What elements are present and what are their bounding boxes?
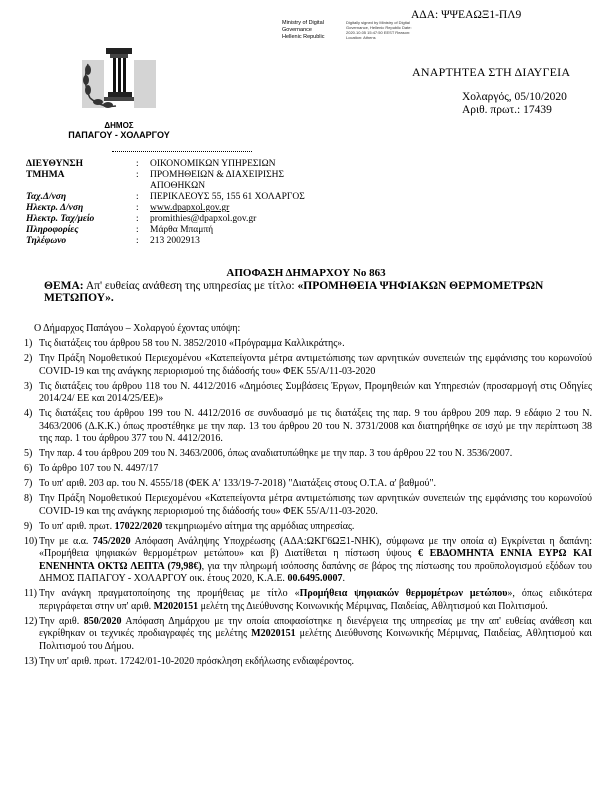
list-item: 12) Την αριθ. 850/2020 Απόφαση Δημάρχου με την οποία αποφασίστηκε η διενέργεια της υπηρεσίας με την απ' ευθείας ανάθεση και εγκρίθηκαν οι τεχνικές προδιαγραφές της μελέτης M2020151 μελέτης Διεύθυνσης Κοινωνικής Μέριμνας, Παιδείας, Αθλητισμού και Πολιτισμού του Δήμου. — [24, 615, 592, 652]
intro-text: Ο Δήμαρχος Παπάγου – Χολαργού έχοντας υπόψη: — [34, 323, 241, 334]
document-date: Χολαργός, 05/10/2020 — [462, 91, 567, 103]
info-key: ΤΜΗΜΑ — [26, 170, 65, 180]
subject-title: «ΠΡΟΜΗΘΕΙΑ ΨΗΦΙΑΚΩΝ ΘΕΡΜΟΜΕΤΡΩΝ ΜΕΤΩΠΟΥ». — [44, 280, 544, 304]
list-item: 8) Την Πράξη Νομοθετικού Περιεχομένου «Κατεπείγοντα μέτρα αντιμετώπισης των αρνητικών συνεπειών της εμφάνισης του κορωνοϊού COVID-19 και της ανάγκης περιορισμού της διάδοσής του» ΦΕΚ 55/Α/11-03-2020. — [24, 493, 592, 517]
info-value: ΠΕΡΙΚΛΕΟΥΣ 55, 155 61 ΧΟΛΑΡΓΟΣ — [150, 192, 305, 202]
info-key: ΔΙΕΥΘΥΝΣΗ — [26, 159, 83, 169]
decision-body — [24, 323, 592, 671]
logo-name-line2: ΠΑΠΑΓΟΥ - ΧΟΛΑΡΓΟΥ — [68, 130, 170, 140]
list-item: 1) Τις διατάξεις του άρθρου 58 του Ν. 3852/2010 «Πρόγραμμα Καλλικράτης». — [24, 338, 345, 349]
list-item: 6) Το άρθρο 107 του Ν. 4497/17 — [24, 463, 159, 474]
subject-line — [44, 280, 584, 304]
logo-emblem-icon — [54, 34, 184, 120]
info-value: 213 2002913 — [150, 236, 200, 246]
subject-label: ΘΕΜΑ: — [44, 280, 84, 292]
info-value: ΟΙΚΟΝΟΜΙΚΩΝ ΥΠΗΡΕΣΙΩΝ — [150, 159, 276, 169]
sender-info: ΔΙΕΥΘΥΝΣΗ : ΟΙΚΟΝΟΜΙΚΩΝ ΥΠΗΡΕΣΙΩΝ ΤΜΗΜΑ : ΠΡΟΜΗΘΕΙΩΝ & ΔΙΑΧΕΙΡΙΣΗΣ ΑΠΟΘΗΚΩΝ Ταχ.Δ/νση : ΠΕΡΙΚΛΕΟΥΣ 55, 155 61 ΧΟΛΑΡΓΟΣ Ηλεκτρ. Δ/νση : www.dpapxol.gov.gr Ηλεκτρ. Ταχ/μείο : promithies@dpapxol.gov.gr Πληροφορίες : Μάρθα Μπαμπή Τηλέφωνο : 213 2002913 — [26, 159, 350, 247]
email-link[interactable]: promithies@dpapxol.gov.gr — [150, 214, 257, 224]
list-item: 7) Το υπ' αριθ. 203 αρ. του Ν. 4555/18 (ΦΕΚ Α' 133/19-7-2018) "Διατάξεις στους Ο.Τ.Α. α' βαθμού". — [24, 478, 437, 489]
subject-intro: Απ' ευθείας ανάθεση της υπηρεσίας με τίτλο: — [85, 280, 298, 292]
list-item: 11) Την ανάγκη πραγματοποίησης της προμήθειας με τίτλο «Προμήθεια ψηφιακών θερμομέτρων μετώπου», όπως ειδικότερα περιγράφεται στην υπ' αριθ. M2020151 μελέτη της Διεύθυνσης Κοινωνικής Μέριμνας, Παιδείας, Αθλητισμού και Πολιτισμού. — [24, 588, 592, 612]
logo-name-line1: ΔΗΜΟΣ — [104, 121, 134, 130]
list-item: 4) Τις διατάξεις του άρθρου 199 του Ν. 4412/2016 σε συνδυασμό με τις διατάξεις της παρ. 9 του άρθρου 209 παρ. 9 εδάφιο 2 του Ν. 3463/2006 (Δ.Κ.Κ.) όπως προστέθηκε με την παρ. 13 του άρθρου 20 του Ν. 3731/2008 και διατηρήθηκε σε ισχύ με την περίπτωση 38 της παρ. 1 του άρθρου 377 του Ν. 4412/2016. — [24, 408, 592, 444]
decision-title: ΑΠΟΦΑΣΗ ΔΗΜΑΡΧΟΥ Νο 863 — [226, 267, 386, 279]
digital-signature-text: Digitally signed by Ministry of Digital Governance, Hellenic Republic Date: 2020.10.05 15:47:50 EEST Reason: Location: Athens — [346, 20, 412, 40]
list-item: 3) Τις διατάξεις του άρθρου 118 του Ν. 4412/2016 «Δημόσιες Συμβάσεις Έργων, Προμηθειών και Υπηρεσιών (προσαρμογή στις Οδηγίες 2014/24/ ΕΕ και 2014/25/ΕΕ)» — [24, 380, 592, 404]
website-link[interactable]: www.dpapxol.gov.gr — [150, 203, 230, 213]
info-key: Ηλεκτρ. Δ/νση — [26, 203, 84, 213]
info-value: ΠΡΟΜΗΘΕΙΩΝ & ΔΙΑΧΕΙΡΙΣΗΣ ΑΠΟΘΗΚΩΝ — [150, 170, 285, 191]
date-block — [462, 91, 567, 117]
municipality-logo — [54, 34, 184, 140]
info-key: Ταχ.Δ/νση — [26, 192, 67, 202]
list-item: 9) Το υπ' αριθ. πρωτ. 17022/2020 τεκμηριωμένο αίτημα της αρμόδιας υπηρεσίας. — [24, 520, 355, 532]
list-item: 5) Την παρ. 4 του άρθρου 209 του Ν. 3463/2006, όπως αναδιατυπώθηκε με την παρ. 3 του άρθρου 22 του Ν. 3536/2007. — [24, 448, 513, 459]
info-key: Ηλεκτρ. Ταχ/μείο — [26, 214, 95, 224]
ada-code: ΑΔΑ: ΨΨΕΑΩΞ1-ΠΛ9 — [411, 9, 522, 21]
info-key: Τηλέφωνο — [26, 236, 67, 246]
divider — [112, 151, 252, 152]
list-item: 13) Την υπ' αριθ. πρωτ. 17242/01-10-2020 πρόσκληση εκδήλωσης ενδιαφέροντος. — [24, 655, 354, 667]
list-item: 2) Την Πράξη Νομοθετικού Περιεχομένου «Κατεπείγοντα μέτρα αντιμετώπισης των αρνητικών συνεπειών της εμφάνισης του κορωνοϊού COVID-19 και της ανάγκης περιορισμού της διάδοσής του» ΦΕΚ 55/Α/11-03-2020 — [24, 353, 592, 377]
protocol-number: Αριθ. πρωτ.: 17439 — [462, 104, 552, 116]
info-key: Πληροφορίες — [26, 225, 79, 235]
ministry-label: Ministry of Digital Governance Hellenic Republic — [282, 20, 325, 40]
availability-note: ΑΝΑΡΤΗΤΕΑ ΣΤΗ ΔΙΑΥΓΕΙΑ — [412, 65, 571, 79]
list-item: 10) Την με α.α. 745/2020 Απόφαση Ανάληψης Υποχρέωσης (ΑΔΑ:ΩΚΓ6ΩΞ1-ΝΗΚ), σύμφωνα με την οποία α) Εγκρίνεται η δαπάνη: «Προμήθεια ψηφιακών θερμομέτρων μετώπου» και β) Διατίθεται η πίστωση ύψους € ΕΒΔΟΜΗΝΤΑ ΕΝΝΙΑ ΕΥΡΩ ΚΑΙ ΕΝΕΝΗΝΤΑ ΟΚΤΩ ΛΕΠΤΑ (79,98€), για την πληρωμή ισόποσης δαπάνης σε βάρος της πίστωσης του προϋπολογισμού εξόδων του ΔΗΜΟΣ ΠΑΠΑΓΟΥ - ΧΟΛΑΡΓΟΥ οικ. έτους 2020, Κ.Α.Ε. 00.6495.0007. — [24, 535, 592, 584]
info-value: Μάρθα Μπαμπή — [150, 225, 214, 235]
